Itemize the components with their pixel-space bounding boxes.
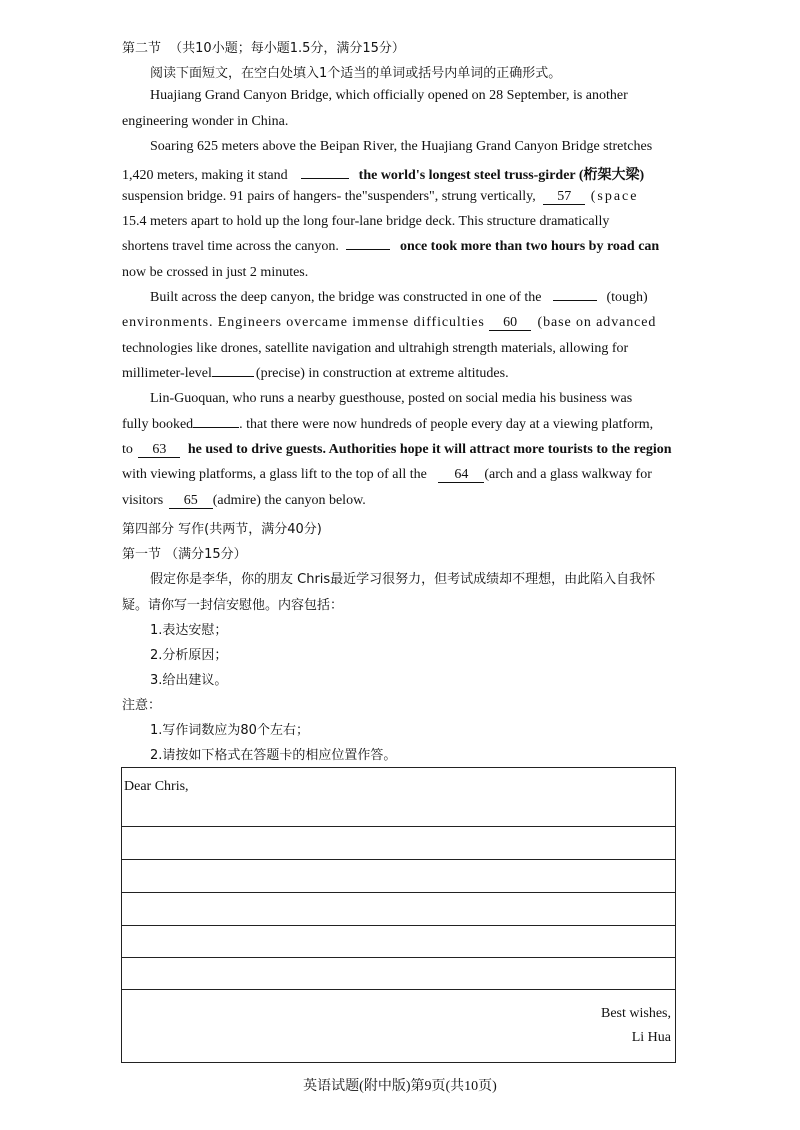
blank-64[interactable]: 64 [438,468,484,483]
blank-65[interactable]: 65 [169,494,213,509]
blank-63[interactable]: 63 [138,443,180,458]
note-label: 注意： [122,698,162,713]
note-item: 1.写作词数应为80个左右； [150,723,309,738]
passage-text: to [122,442,133,457]
passage-line [122,442,698,458]
letter-greeting: Dear Chris, [124,779,189,794]
section-score-note: （共10小题；每小题1.5分，满分15分） [169,41,405,56]
writing-line [122,925,675,926]
section-heading [122,37,800,56]
passage-bold-text: he used to drive guests. Authorities hope it will attract more tourists to the region [187,442,672,457]
letter-signature: Li Hua [631,1030,671,1045]
passage-line [122,189,698,205]
answer-box[interactable] [121,767,676,1063]
writing-line [122,989,675,990]
letter-closing: Best wishes, [601,1006,671,1021]
blank-60[interactable]: 60 [489,316,531,331]
writing-line [122,892,675,893]
blank-57[interactable]: 57 [543,190,585,205]
blank-59[interactable] [553,300,597,301]
writing-line [122,957,675,958]
content-item: 1.表达安慰； [150,623,228,638]
passage-text: environments. Engineers overcame immense difficulties [122,315,485,330]
passage-text: 1,420 meters, making it stand [122,168,288,183]
passage-text: millimeter-level [122,366,212,381]
passage-line [122,315,698,331]
blank-56[interactable] [301,178,349,179]
passage-text: (base on advanced [537,315,657,330]
writing-prompt: 假定你是李华，你的朋友 Chris最近学习很努力，但考试成绩却不理想，由此陷入自我怀 [150,572,656,587]
blank-58[interactable] [346,249,390,250]
passage-line [122,239,698,255]
passage-text: visitors [122,493,164,508]
passage-text: . that there were now hundreds of people every day at a viewing platform, [239,417,654,432]
blank-62[interactable] [193,427,239,428]
passage-bold-text: once took more than two hours by road can [399,239,660,254]
passage-text: (precise) in construction at extreme altitudes. [255,366,509,381]
passage-text: (admire) the canyon below. [212,493,366,508]
note-item: 2.请按如下格式在答题卡的相应位置作答。 [150,748,397,763]
writing-prompt: 疑。请你写一封信安慰他。内容包括： [122,598,344,613]
passage-line [122,366,698,382]
passage-line [122,493,698,509]
page-footer: 英语试题(附中版)第9页(共10页) [303,1079,497,1094]
passage-line: engineering wonder in China. [122,114,289,129]
instruction-text: 阅读下面短文，在空白处填入1个适当的单词或括号内单词的正确形式。 [150,66,562,81]
passage-line [122,467,698,483]
passage-line: Lin-Guoquan, who runs a nearby guesthouse, posted on social media his business was [150,391,633,406]
passage-text: shortens travel time across the canyon. [122,239,339,254]
passage-text: Built across the deep canyon, the bridge was constructed in one of the [150,290,542,305]
passage-line: 15.4 meters apart to hold up the long four-lane bridge deck. This structure dramatically [122,214,610,229]
writing-line [122,826,675,827]
passage-text: fully booked [122,417,194,432]
passage-line [122,417,698,433]
blank-61[interactable] [212,376,254,377]
content-item: 3.给出建议。 [150,673,228,688]
subsection-heading: 第一节 （满分15分） [122,547,247,562]
passage-text: with viewing platforms, a glass lift to the top of all the [122,467,427,482]
passage-line: Soaring 625 meters above the Beipan River, the Huajiang Grand Canyon Bridge stretches [150,139,653,154]
passage-line: now be crossed in just 2 minutes. [122,265,309,280]
passage-text: (tough) [606,290,648,305]
passage-bold-text: the world's longest steel truss-girder (桁架大梁) [358,168,645,183]
passage-text: suspension bridge. 91 pairs of hangers- the"suspenders", strung vertically, [122,189,536,204]
passage-line: technologies like drones, satellite navigation and ultrahigh strength materials, allowing for [122,341,629,356]
writing-line [122,859,675,860]
section-title: 第二节 [122,41,162,56]
passage-text: (space [590,189,639,204]
passage-line [150,290,800,306]
passage-line [122,164,698,184]
passage-text: (arch and a glass walkway for [484,467,652,482]
part-heading: 第四部分 写作(共两节，满分40分) [122,522,322,537]
passage-line: Huajiang Grand Canyon Bridge, which officially opened on 28 September, is another [150,88,628,103]
content-item: 2.分析原因； [150,648,228,663]
